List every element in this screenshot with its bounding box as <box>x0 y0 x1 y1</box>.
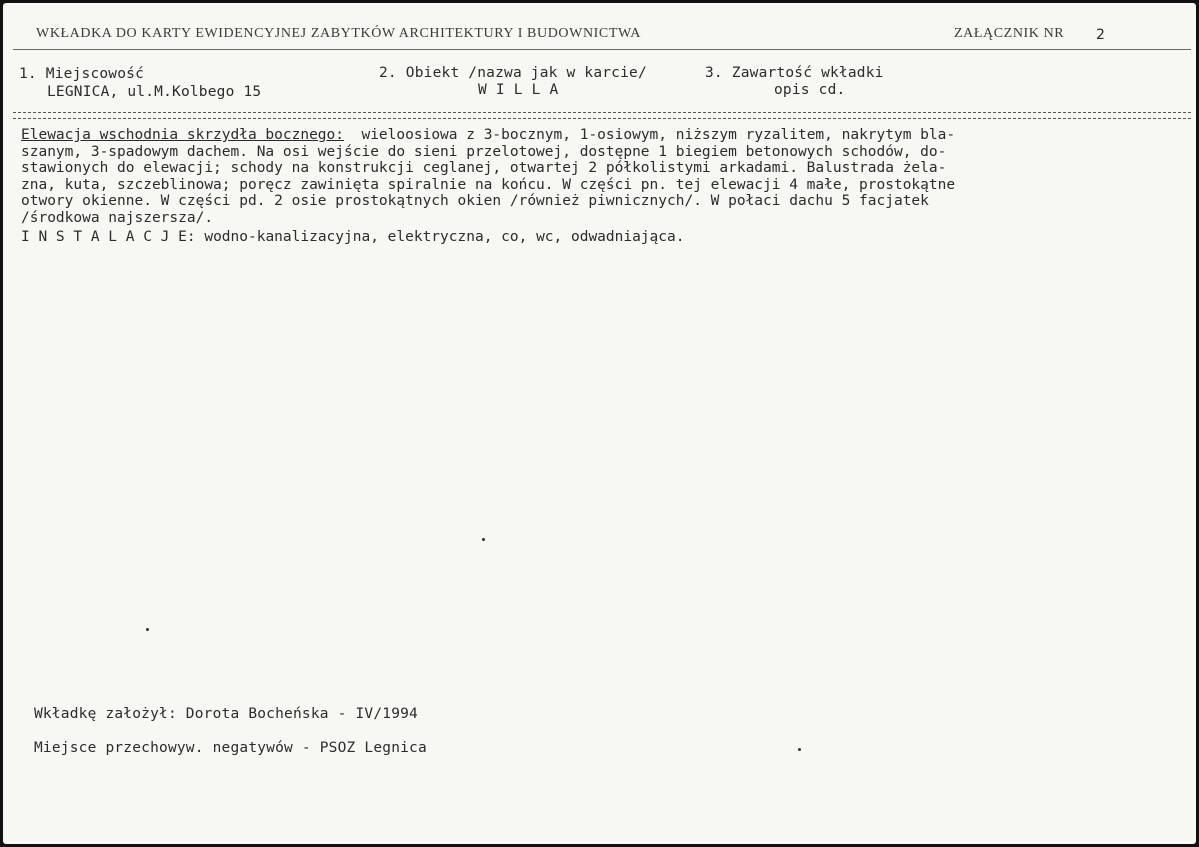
ink-speck <box>798 748 801 751</box>
description-line-5: otwory okienne. W części pd. 2 osie prostokątnych okien /również piwnicznych/. W połaci dachu 5 facjatek <box>21 193 929 209</box>
attachment-number: 2 <box>1096 27 1105 43</box>
description-line-6: /środkowa najszersza/. <box>21 209 214 226</box>
record-card <box>3 3 1196 844</box>
ink-speck <box>146 628 149 631</box>
installations-line <box>21 229 1171 246</box>
description-line-3: stawionych do elewacji; schody na konstrukcji ceglanej, otwartej 2 półkolistymi arkadami. Balustrada żela- <box>21 160 947 176</box>
description-line-1-text: wieloosiowa z 3-bocznym, 1-osiowym, niższym ryzalitem, nakrytym bla- <box>344 127 956 143</box>
ink-speck <box>482 538 485 541</box>
fields-rule-top <box>13 112 1191 113</box>
description-heading: Elewacja wschodnia skrzydła bocznego: <box>21 127 345 143</box>
description-line-1 <box>21 127 1171 144</box>
content-label: 3. Zawartość wkładki <box>705 65 884 81</box>
description-line-2: szanym, 3-spadowym dachem. Na osi wejście do sieni przelotowej, dostępne 1 biegiem betonowych schodów, do- <box>21 143 947 160</box>
object-label: 2. Obiekt /nazwa jak w karcie/ <box>379 65 647 81</box>
installations-value: wodno-kanalizacyjna, elektryczna, co, wc, odwadniająca. <box>195 229 685 245</box>
attachment-label: ZAŁĄCZNIK NR <box>954 26 1065 41</box>
object-value: W I L L A <box>478 82 559 98</box>
negatives-location: Miejsce przechowyw. negatywów - PSOZ Legnica <box>34 740 427 756</box>
location-value: LEGNICA, ul.M.Kolbego 15 <box>47 84 262 100</box>
fields-rule-bottom <box>13 118 1191 119</box>
content-value: opis cd. <box>774 82 846 98</box>
installations-label: I N S T A L A C J E: <box>21 229 196 245</box>
header-rule <box>13 49 1191 50</box>
card-title: WKŁADKA DO KARTY EWIDENCYJNEJ ZABYTKÓW ARCHITEKTURY I BUDOWNICTWA <box>36 26 641 41</box>
location-label: 1. Miejscowość <box>19 66 145 82</box>
created-by: Wkładkę założył: Dorota Bocheńska - IV/1994 <box>34 706 418 722</box>
description-line-4: zna, kuta, szczeblinowa; poręcz zawinięta spiralnie na końcu. W części pn. tej elewacji 4 małe, prostokątne <box>21 176 956 193</box>
description-block <box>21 127 1171 246</box>
